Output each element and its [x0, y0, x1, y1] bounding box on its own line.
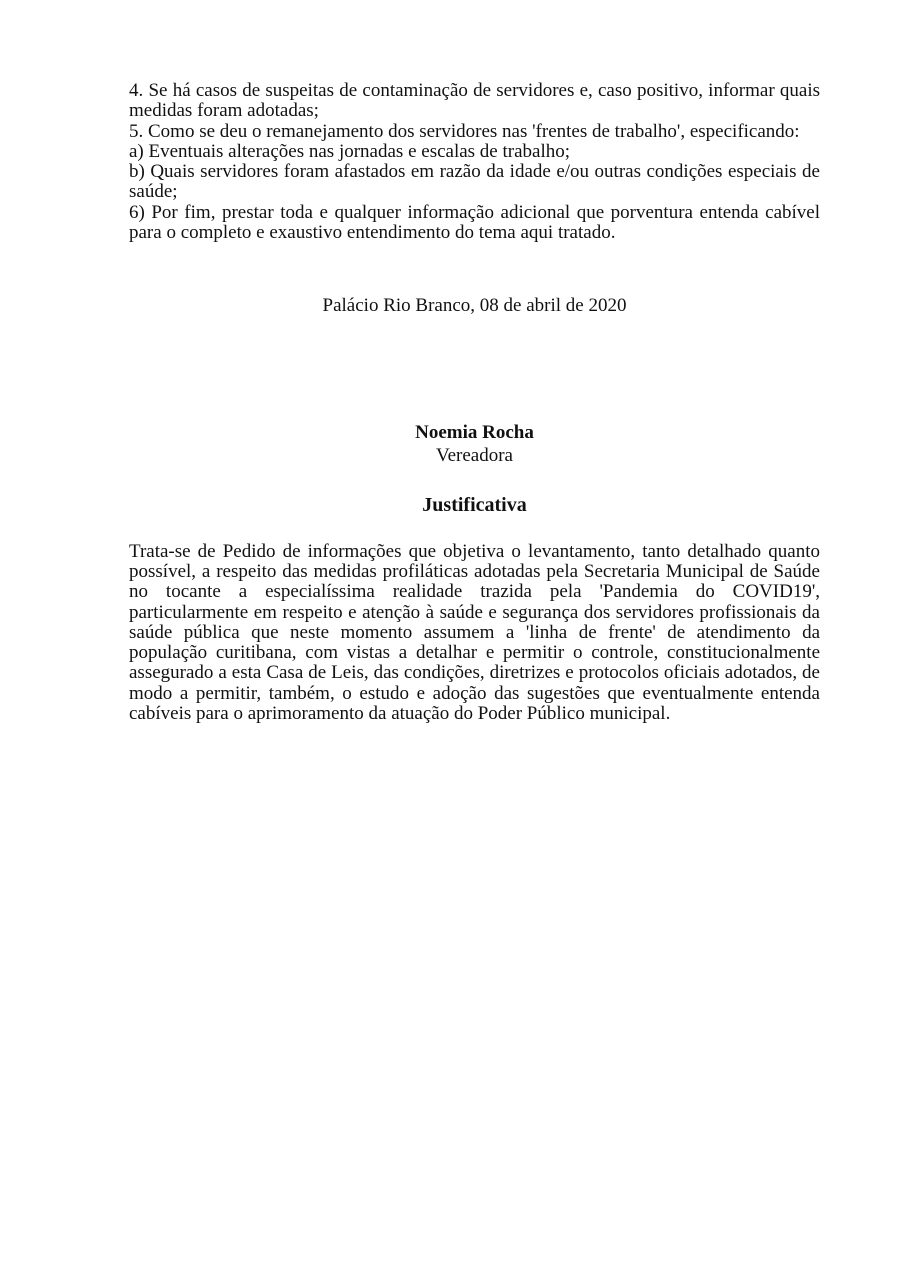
spacer	[129, 467, 820, 493]
request-items-list	[129, 81, 820, 243]
justification-heading: Justificativa	[422, 493, 527, 516]
spacer	[129, 517, 820, 542]
request-item-4: 4. Se há casos de suspeitas de contaminação de servidores e, caso positivo, informar quais medidas foram adotadas;	[129, 80, 820, 122]
request-item-5a: a) Eventuais alterações nas jornadas e escalas de trabalho;	[129, 140, 571, 162]
document-page	[129, 81, 820, 724]
spacer	[129, 243, 820, 296]
request-item-6: 6) Por fim, prestar toda e qualquer informação adicional que porventura entenda cabível para o completo e exaustivo entendimento do tema aqui tratado.	[129, 201, 820, 244]
place-date: Palácio Rio Branco, 08 de abril de 2020	[322, 295, 627, 317]
request-item-5: 5. Como se deu o remanejamento dos servidores nas 'frentes de trabalho', especificando:	[129, 120, 800, 142]
justification-paragraph: Trata-se de Pedido de informações que objetiva o levantamento, tanto detalhado quanto possível, a respeito das medidas profiláticas adotadas pela Secretaria Municipal de Saúde no tocante a especialíssima realidade trazida pela 'Pandemia do COVID19', particularmente em respeito e atenção à saúde e segurança dos servidores profissionais da saúde pública que neste momento assumem a 'linha de frente' de atendimento da população curitibana, com vistas a detalhar e permitir o controle, constitucionalmente assegurado a esta Casa de Leis, das condições, diretrizes e protocolos oficiais adotados, de modo a permitir, também, o estudo e adoção das sugestões que eventualmente entenda cabíveis para o aprimoramento da atuação do Poder Público municipal.	[129, 540, 820, 725]
signer-role: Vereadora	[435, 444, 513, 466]
spacer	[129, 317, 820, 421]
request-item-5b: b) Quais servidores foram afastados em razão da idade e/ou outras condições especiais de saúde;	[129, 161, 820, 203]
signature-block	[129, 421, 820, 467]
signer-name: Noemia Rocha	[415, 421, 534, 443]
